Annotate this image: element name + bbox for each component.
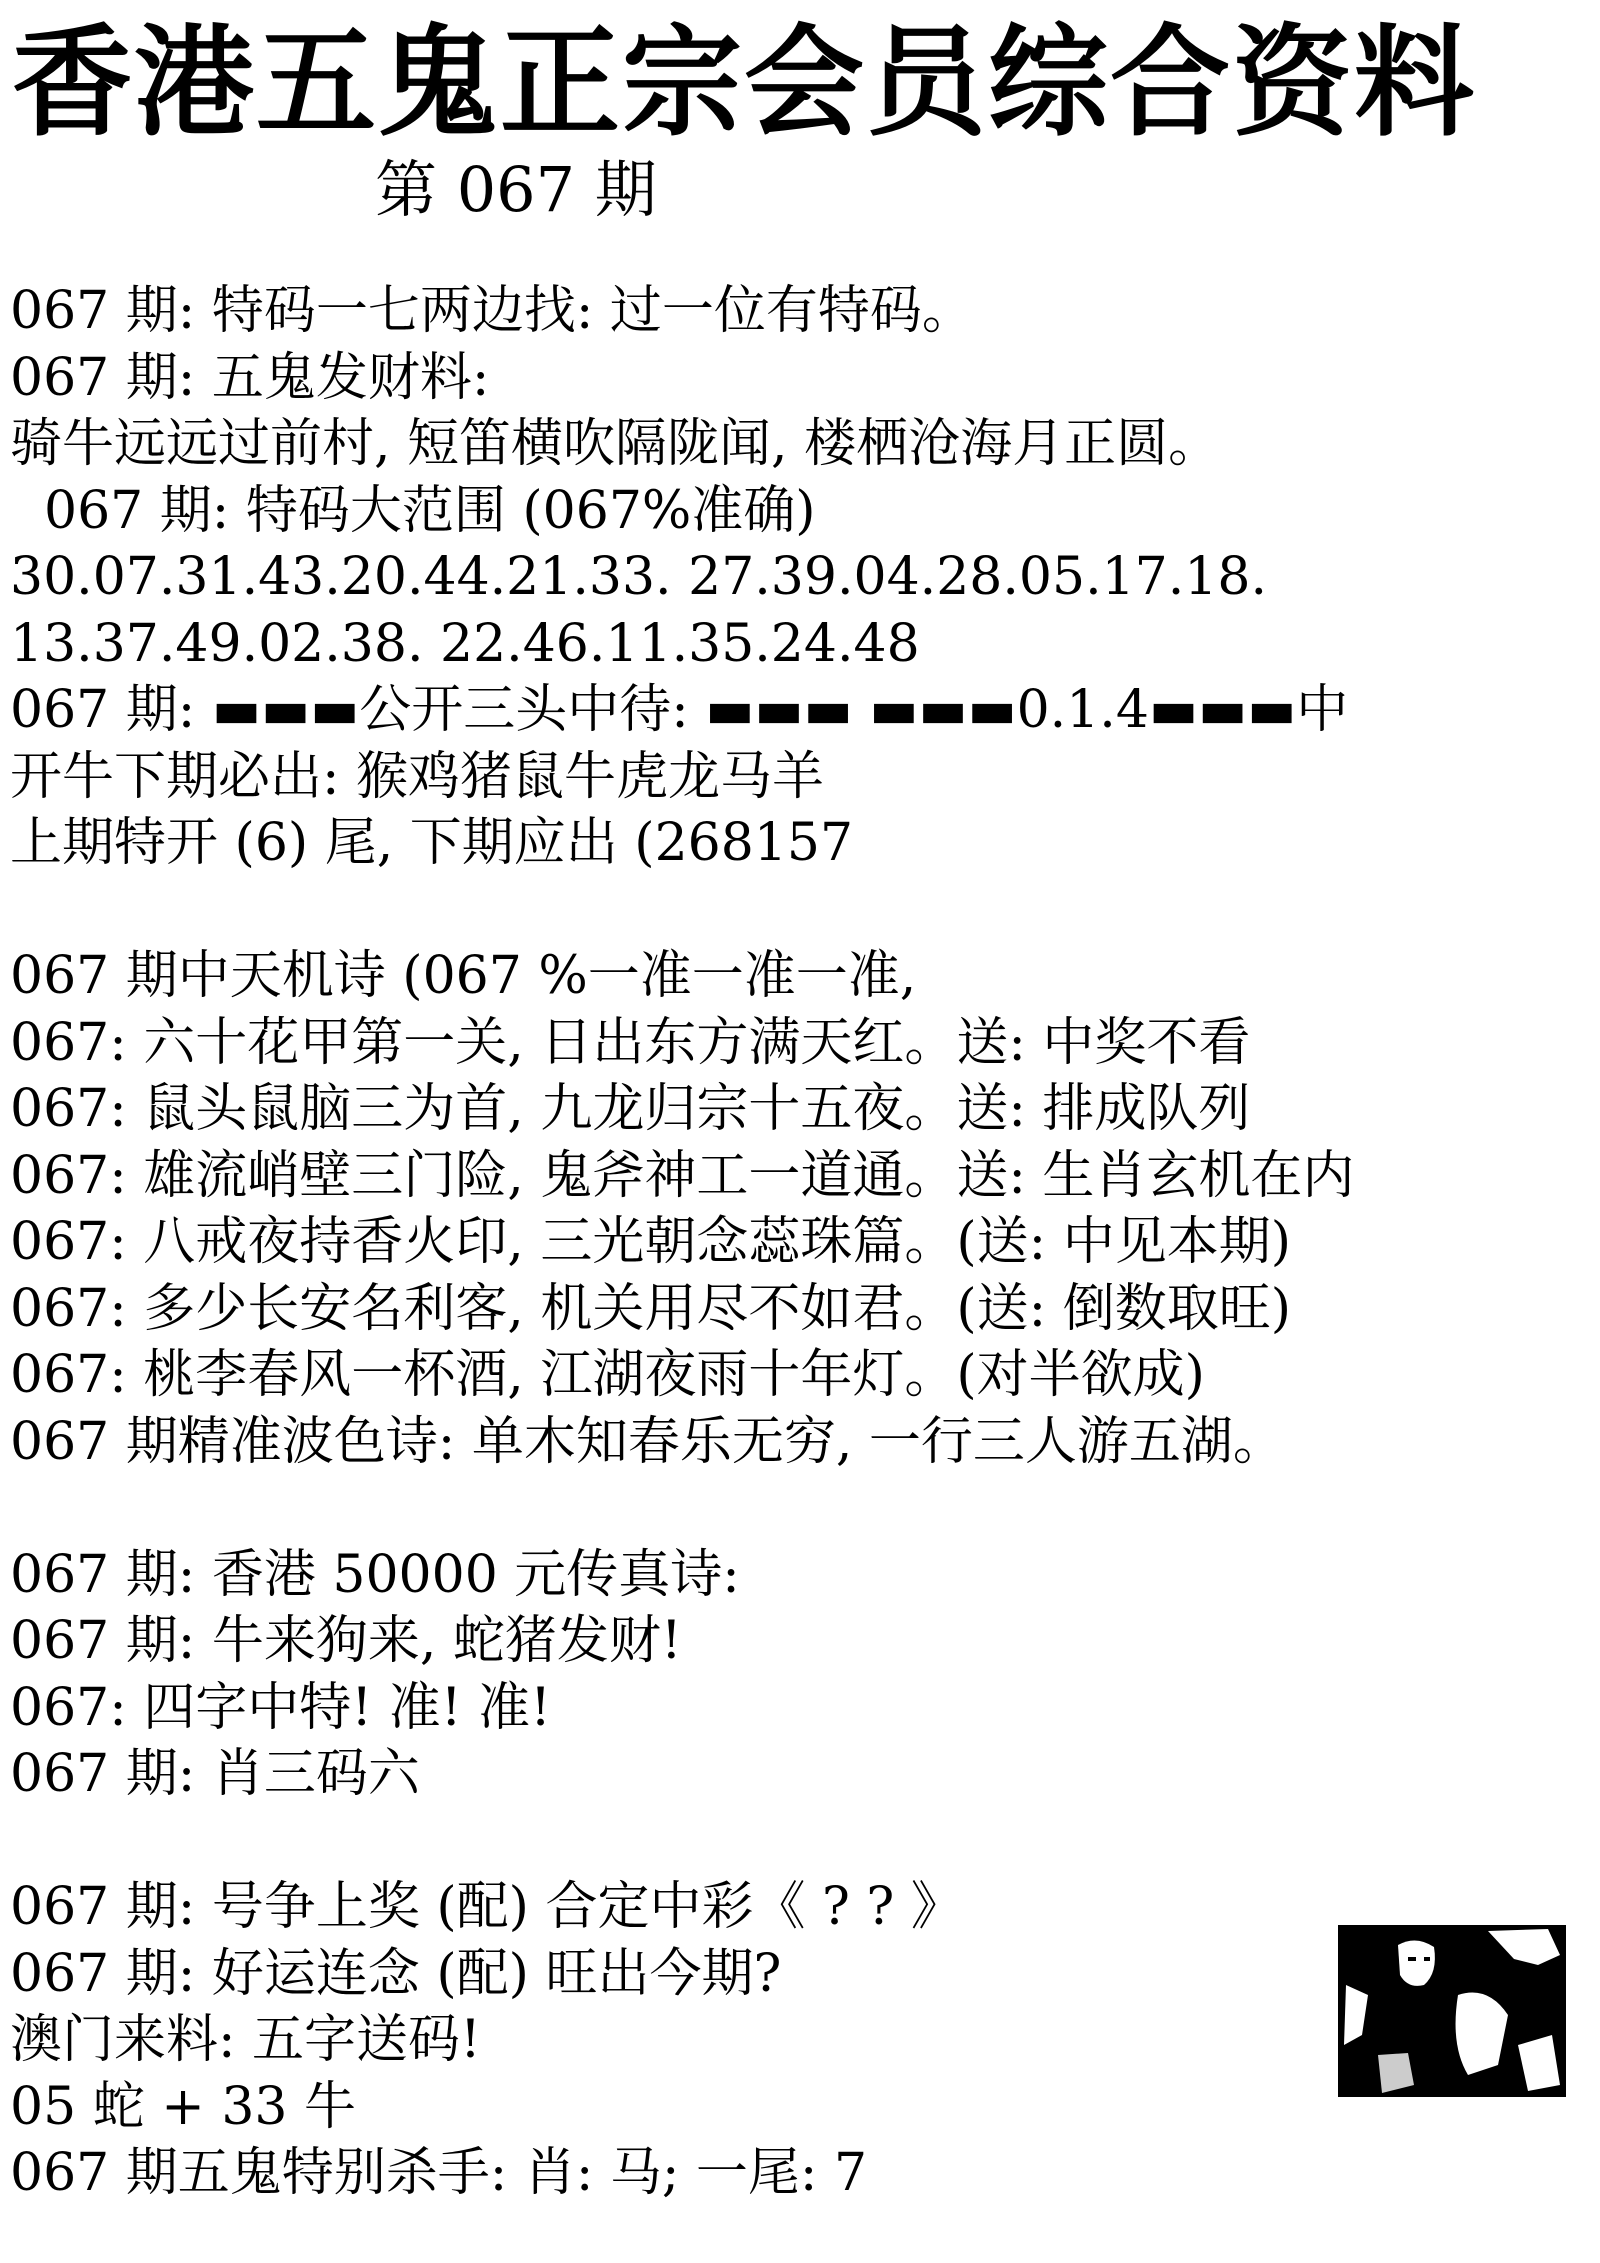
text-line: 067: 四字中特! 准! 准! xyxy=(10,1677,552,1738)
text-line: 067 期: 五鬼发财料: xyxy=(10,347,490,408)
text-line: 067: 雄流峭壁三门险, 鬼斧神工一道通。送: 生肖玄机在内 xyxy=(10,1145,1355,1206)
text-line: 067: 八戒夜持香火印, 三光朝念蕊珠篇。(送: 中见本期) xyxy=(10,1212,1291,1272)
text-line: 13.37.49.02.38. 22.46.11.35.24.48 xyxy=(10,613,920,674)
text-line: 067: 桃李春风一杯酒, 江湖夜雨十年灯。(对半欲成) xyxy=(10,1345,1205,1405)
text-line: 067 期: 肖三码六 xyxy=(10,1744,420,1804)
text-line: 开牛下期必出: 猴鸡猪鼠牛虎龙马羊 xyxy=(10,746,825,807)
text-line: 067: 六十花甲第一关, 日出东方满天红。送: 中奖不看 xyxy=(10,1012,1251,1073)
portrait-photo-graphic xyxy=(1338,1925,1566,2097)
text-line: 30.07.31.43.20.44.21.33. 27.39.04.28.05.17.18. xyxy=(10,547,1267,607)
blank-line xyxy=(10,877,1590,944)
text-line: 067 期: 好运连念 (配) 旺出今期? xyxy=(10,1943,782,2004)
text-line: 067 期: 特码大范围 (067%准确) xyxy=(44,480,816,541)
text-line: 骑牛远远过前村, 短笛横吹隔陇闻, 楼栖沧海月正圆。 xyxy=(10,414,1221,474)
text-line: 067 期中天机诗 (067 %一准一准一准, xyxy=(10,946,917,1006)
blank-line xyxy=(10,1475,1590,1542)
text-line: 05 蛇 + 33 牛 xyxy=(10,2076,357,2137)
blank-line xyxy=(10,1808,1590,1875)
portrait-photo xyxy=(1338,1925,1566,2097)
text-line: 067 期五鬼特别杀手: 肖: 马; 一尾: 7 xyxy=(10,2143,868,2203)
text-line: 067 期: 香港 50000 元传真诗: xyxy=(10,1544,740,1605)
text-line: 067 期: 牛来狗来, 蛇猪发财! xyxy=(10,1611,682,1671)
content-lines xyxy=(10,278,1590,2207)
text-line: 067 期精准波色诗: 单木知春乐无穷, 一行三人游五湖。 xyxy=(10,1411,1285,1472)
text-line: 澳门来料: 五字送码! xyxy=(10,2010,481,2070)
text-line: 067 期: 号争上奖 (配) 合定中彩《 ? ? 》 xyxy=(10,1877,963,1937)
text-line: 067: 多少长安名利客, 机关用尽不如君。(送: 倒数取旺) xyxy=(10,1278,1291,1339)
issue-number: 第 067 期 xyxy=(375,153,657,226)
page-title: 香港五鬼正宗会员综合资料 xyxy=(12,14,1476,153)
text-line: 067 期: 特码一七两边找: 过一位有特码。 xyxy=(10,281,974,341)
text-line: 067 期: ▬▬▬公开三头中待: ▬▬▬ ▬▬▬0.1.4▬▬▬中 xyxy=(10,680,1349,740)
text-line: 067: 鼠头鼠脑三为首, 九龙归宗十五夜。送: 排成队列 xyxy=(10,1079,1251,1139)
text-line: 上期特开 (6) 尾, 下期应出 (268157 xyxy=(10,813,854,873)
